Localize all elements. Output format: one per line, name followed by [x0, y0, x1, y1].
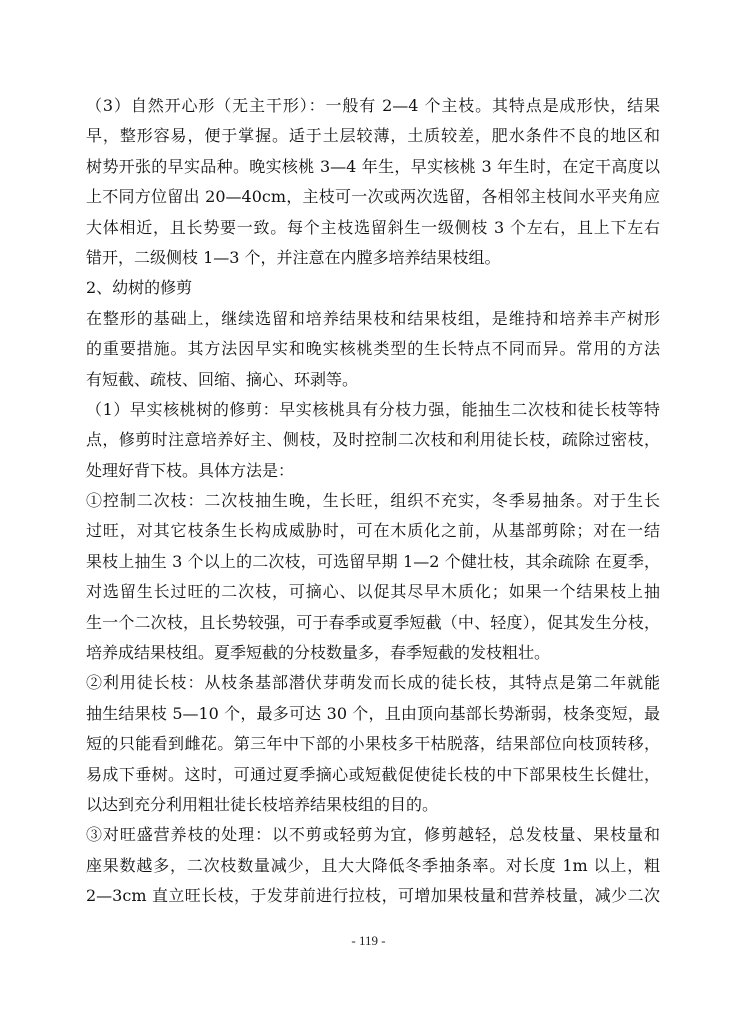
- text-line: 短的只能看到雌花。第三年中下部的小果枝多干枯脱落，结果部位向枝顶转移，: [86, 734, 660, 754]
- body-text: [86, 91, 660, 912]
- text-line: 座果数越多，二次枝数量减少，且大大降低冬季抽条率。对长度 1m 以上，粗: [86, 855, 660, 875]
- text-line: ②利用徒长枝：从枝条基部潜伏芽萌发而长成的徒长枝，其特点是第二年就能: [86, 673, 660, 693]
- text-line: 有短截、疏枝、回缩、摘心、环剥等。: [86, 369, 359, 389]
- text-line: ①控制二次枝：二次枝抽生晚，生长旺，组织不充实，冬季易抽条。对于生长: [86, 491, 660, 511]
- text-line: 过旺，对其它枝条生长构成威胁时，可在木质化之前，从基部剪除；对在一结: [86, 521, 660, 541]
- text-line: 上不同方位留出 20—40cm，主枝可一次或两次选留，各相邻主枝间水平夹角应: [86, 187, 660, 207]
- text-line: 生一个二次枝，且长势较强，可于春季或夏季短截（中、轻度），促其发生分枝，: [86, 612, 660, 632]
- page-number: - 119 -: [351, 933, 386, 948]
- text-line: 2、幼树的修剪: [86, 278, 193, 298]
- text-line: 易成下垂树。这时，可通过夏季摘心或短截促使徒长枝的中下部果枝生长健壮，: [86, 764, 660, 784]
- text-line: 错开，二级侧枝 1—3 个，并注意在内膛多培养结果枝组。: [86, 247, 501, 267]
- text-line: 对选留生长过旺的二次枝，可摘心、以促其尽早木质化；如果一个结果枝上抽: [86, 582, 660, 602]
- text-line: ③对旺盛营养枝的处理：以不剪或轻剪为宜，修剪越轻，总发枝量、果枝量和: [86, 825, 660, 845]
- text-line: 的重要措施。其方法因早实和晚实核桃类型的生长特点不同而异。常用的方法: [86, 339, 660, 359]
- text-line: （1）早实核桃树的修剪：早实核桃具有分枝力强，能抽生二次枝和徒长枝等特: [86, 399, 660, 419]
- text-line: 抽生结果枝 5—10 个，最多可达 30 个，且由顶向基部长势渐弱，枝条变短，最: [86, 703, 660, 723]
- text-line: 培养成结果枝组。夏季短截的分枝数量多，春季短截的发枝粗壮。: [86, 643, 551, 663]
- text-line: 在整形的基础上，继续选留和培养结果枝和结果枝组，是维持和培养丰产树形: [86, 308, 660, 328]
- text-line: 果枝上抽生 3 个以上的二次枝，可选留早期 1—2 个健壮枝，其余疏除 在夏季，: [86, 551, 660, 571]
- text-line: 以达到充分利用粗壮徒长枝培养结果枝组的目的。: [86, 794, 439, 814]
- text-line: 树势开张的早实品种。晚实核桃 3—4 年生，早实核桃 3 年生时，在定干高度以: [86, 156, 660, 176]
- text-line: 点，修剪时注意培养好主、侧枝，及时控制二次枝和利用徒长枝，疏除过密枝，: [86, 430, 660, 450]
- text-line: 早，整形容易，便于掌握。适于土层较薄，土质较差，肥水条件不良的地区和: [86, 126, 660, 146]
- text-line: （3）自然开心形（无主干形）：一般有 2—4 个主枝。其特点是成形快，结果: [86, 96, 660, 115]
- text-line: 处理好背下枝。具体方法是：: [86, 460, 295, 480]
- text-line: 2—3cm 直立旺长枝，于发芽前进行拉枝，可增加果枝量和营养枝量，减少二次: [86, 886, 660, 906]
- text-line: 大体相近，且长势要一致。每个主枝选留斜生一级侧枝 3 个左右，且上下左右: [86, 217, 660, 237]
